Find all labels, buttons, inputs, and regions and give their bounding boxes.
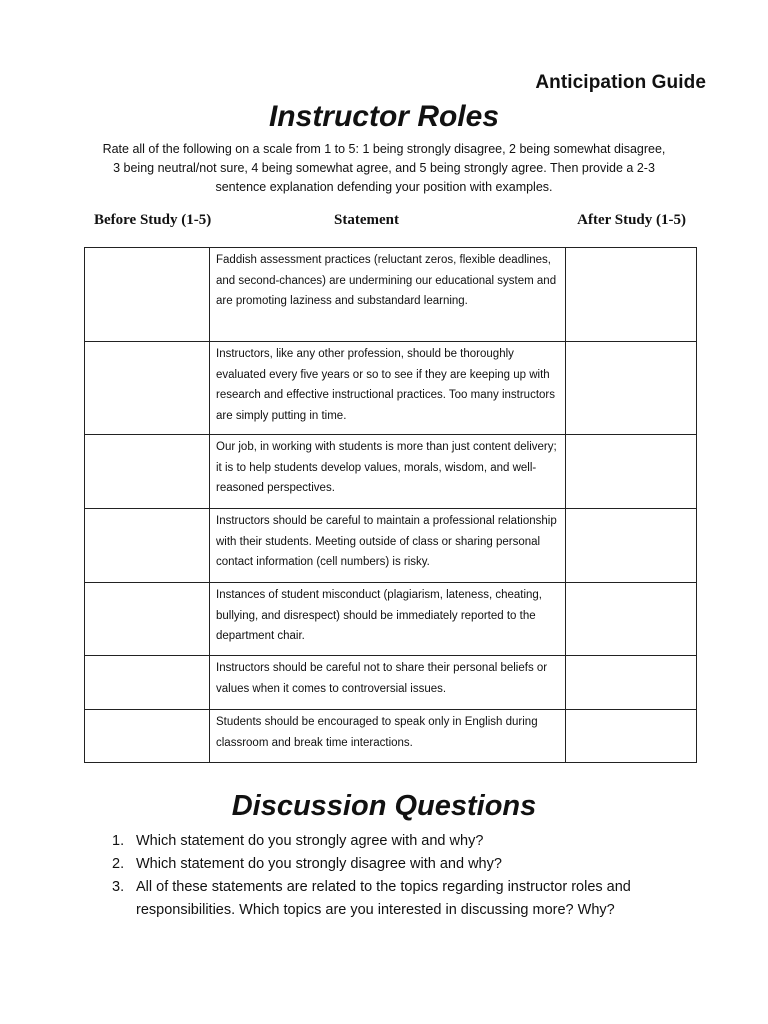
table-row [85,248,697,342]
discussion-title: Discussion Questions [231,790,537,822]
after-study-header: After Study (1-5) [577,212,686,228]
page-title: Instructor Roles [268,100,500,133]
after-rating-cell[interactable] [566,710,697,763]
table-row [85,509,697,583]
after-rating-cell[interactable] [566,342,697,435]
list-item [112,876,712,922]
statement-header: Statement [334,212,399,228]
statement-cell: Instructors should be careful to maintain a professional relationship with their students. Meeting outside of class or sharing personal contact information (cell numbers) is risky. [210,509,566,583]
question-text: Which statement do you strongly agree with and why? [136,833,484,849]
statement-cell: Faddish assessment practices (reluctant zeros, flexible deadlines, and second-chances) are undermining our educational system and are promoting laziness and substandard learning. [210,248,566,342]
before-rating-cell[interactable] [85,509,210,583]
question-text: All of these statements are related to the topics regarding instructor roles and responsibilities. Which topics are you interested in discussing more? Why? [136,879,631,918]
statement-cell: Instructors, like any other profession, should be thoroughly evaluated every five years or so to see if they are keeping up with research and effective instructional practices. Too many instructors are simply putting in time. [210,342,566,435]
before-rating-cell[interactable] [85,710,210,763]
anticipation-table [84,247,697,763]
table-row [85,583,697,656]
before-rating-cell[interactable] [85,656,210,710]
after-rating-cell[interactable] [566,583,697,656]
question-number: 3. [112,879,125,895]
instructions-text: Rate all of the following on a scale from 1 to 5: 1 being strongly disagree, 2 being somewhat disagree, 3 being neutral/not sure, 4 being somewhat agree, and 5 being strongly agree. Then provide a 2-3 sentence explanation defending your position with examples. [102,142,666,194]
column-headers [84,212,696,232]
list-item [112,853,712,876]
table-row [85,710,697,763]
after-rating-cell[interactable] [566,656,697,710]
after-rating-cell[interactable] [566,248,697,342]
question-text: Which statement do you strongly disagree with and why? [136,856,502,872]
before-rating-cell[interactable] [85,248,210,342]
guide-label: Anticipation Guide [535,72,706,93]
table-row [85,435,697,509]
statement-cell: Instances of student misconduct (plagiarism, lateness, cheating, bullying, and disrespect) should be immediately reported to the department chair. [210,583,566,656]
discussion-questions-list [112,830,712,922]
question-number: 2. [112,856,125,872]
statement-cell: Students should be encouraged to speak only in English during classroom and break time interactions. [210,710,566,763]
before-rating-cell[interactable] [85,583,210,656]
list-item [112,830,712,853]
table-row [85,656,697,710]
table-row [85,342,697,435]
after-rating-cell[interactable] [566,509,697,583]
statement-cell: Our job, in working with students is more than just content delivery; it is to help students develop values, morals, wisdom, and well-reasoned perspectives. [210,435,566,509]
before-study-header: Before Study (1-5) [94,212,212,228]
question-number: 1. [112,833,125,849]
after-rating-cell[interactable] [566,435,697,509]
before-rating-cell[interactable] [85,435,210,509]
before-rating-cell[interactable] [85,342,210,435]
statement-cell: Instructors should be careful not to share their personal beliefs or values when it comes to controversial issues. [210,656,566,710]
